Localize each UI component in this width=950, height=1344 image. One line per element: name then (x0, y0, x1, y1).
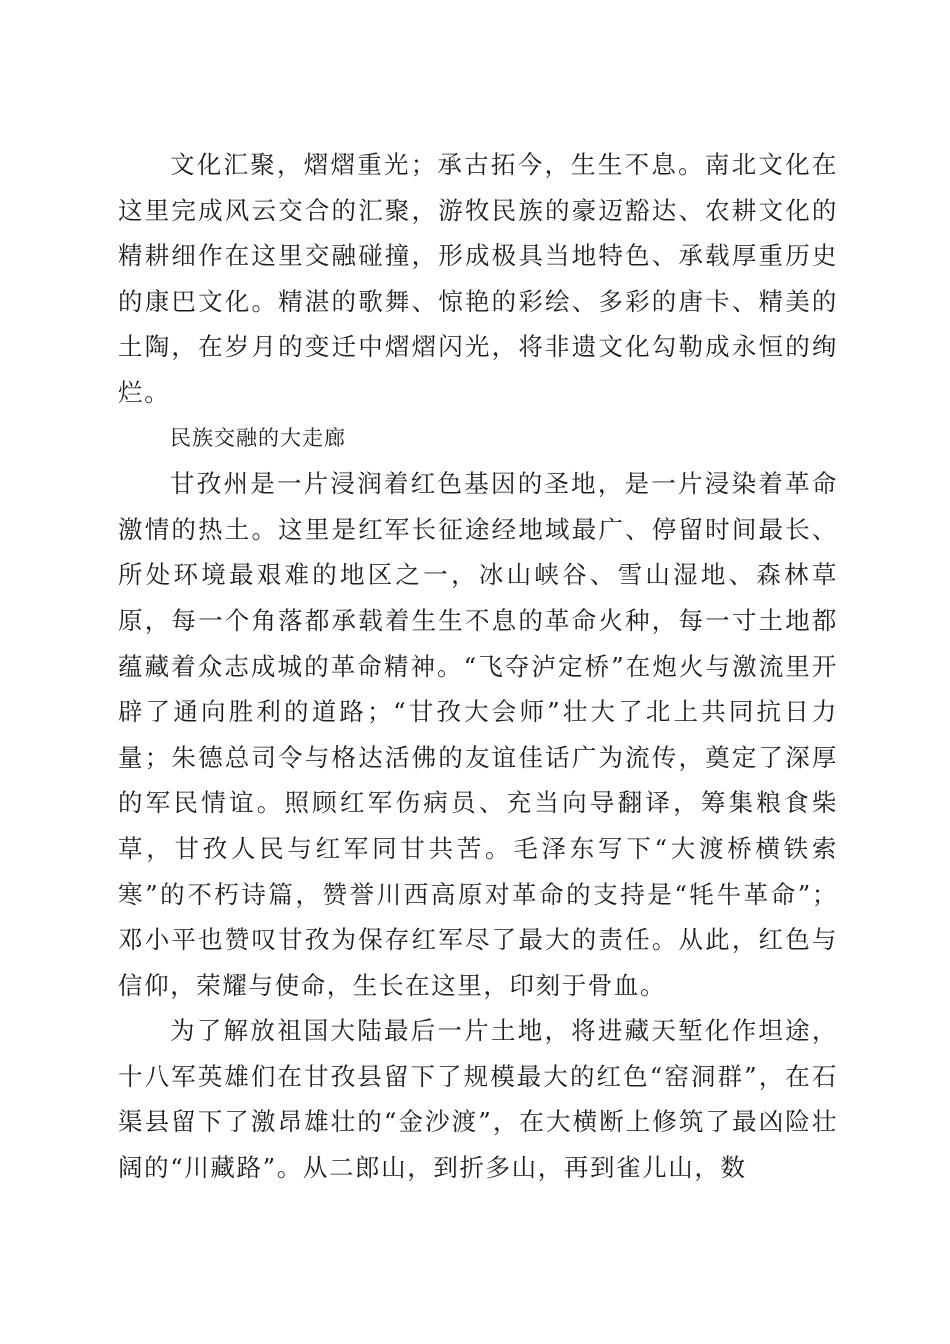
paragraph-kangba-culture: 文化汇聚，熠熠重光；承古拓今，生生不息。南北文化在这里完成风云交合的汇聚，游牧民族的豪迈豁达、农耕文化的精耕细作在这里交融碰撞，形成极具当地特色、承载厚重历史的康巴文化。精湛的歌舞、惊艳的彩绘、多彩的唐卡、精美的土陶，在岁月的变迁中熠熠闪光，将非遗文化勾勒成永恒的绚烂。 (118, 150, 838, 407)
section-heading: 民族交融的大走廊 (170, 425, 346, 450)
document-body (118, 142, 838, 1191)
paragraph-eighteenth-army: 为了解放祖国大陆最后一片土地，将进藏天堑化作坦途，十八军英雄们在甘孜县留下了规模最大的红色“窑洞群”，在石渠县留下了激昂雄壮的“金沙渡”，在大横断上修筑了最凶险壮阔的“川藏路”。从二郎山，到折多山，再到雀儿山，数 (118, 1016, 838, 1183)
paragraph-red-gene: 甘孜州是一片浸润着红色基因的圣地，是一片浸染着革命激情的热土。这里是红军长征途经地域最广、停留时间最长、所处环境最艰难的地区之一，冰山峡谷、雪山湿地、森林草原，每一个角落都承载着生生不息的革命火种，每一寸土地都蕴藏着众志成城的革命精神。“飞夺泸定桥”在炮火与激流里开辟了通向胜利的道路；“甘孜大会师”壮大了北上共同抗日力量；朱德总司令与格达活佛的友谊佳话广为流传，奠定了深厚的军民情谊。照顾红军伤病员、充当向导翻译，筹集粮食柴草，甘孜人民与红军同甘共苦。毛泽东写下“大渡桥横铁索寒”的不朽诗篇，赞誉川西高原对革命的支持是“牦牛革命”；邓小平也赞叹甘孜为保存红军尽了最大的责任。从此，红色与信仰，荣耀与使命，生长在这里，印刻于骨血。 (118, 469, 838, 1000)
